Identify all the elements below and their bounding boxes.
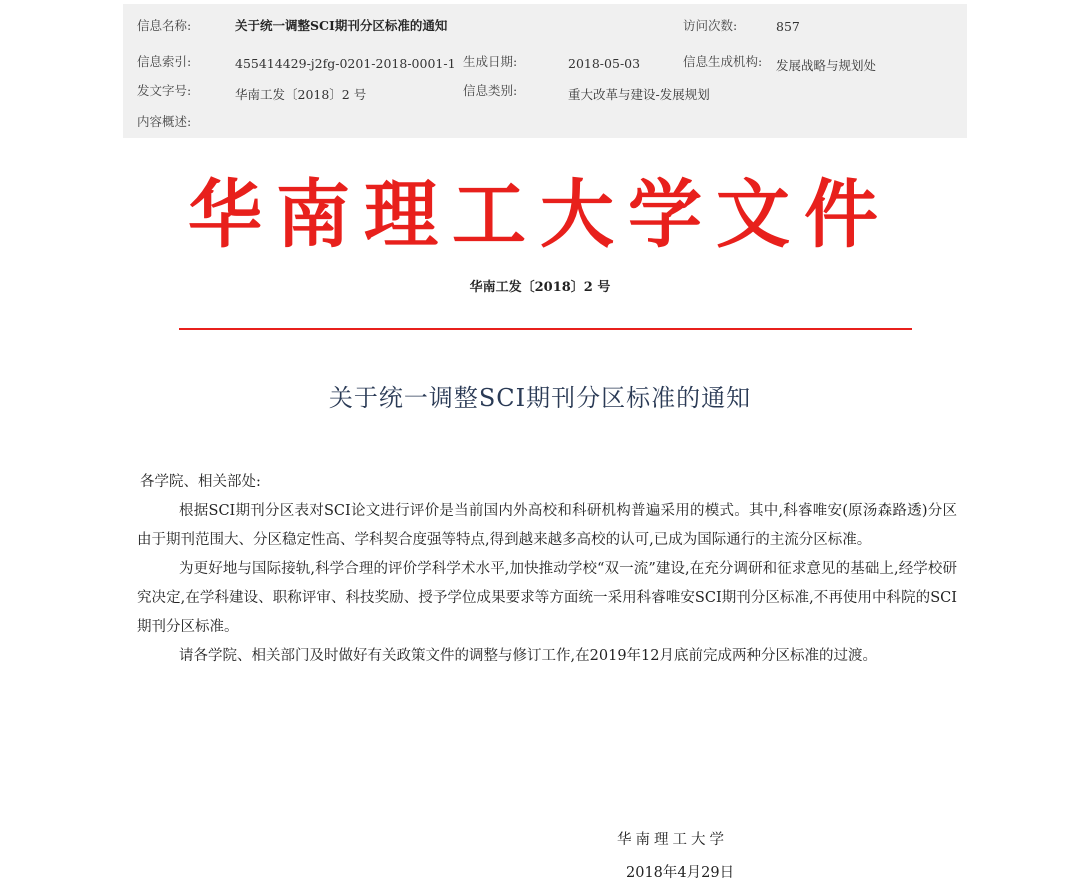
category-value: 重大改革与建设-发展规划 <box>568 87 710 102</box>
generating-org-label: 信息生成机构: <box>683 54 763 69</box>
info-name-value: 关于统一调整SCI期刊分区标准的通知 <box>235 18 448 33</box>
document-number: 华南工发〔2018〕2 号 <box>469 280 611 295</box>
document-masthead: 华南理工大学文件 <box>188 172 892 258</box>
doc-number-value: 华南工发〔2018〕2 号 <box>235 87 367 102</box>
category-label: 信息类别: <box>463 83 518 98</box>
info-index-value: 455414429-j2fg-0201-2018-0001-1 <box>235 56 456 71</box>
document-title: 关于统一调整SCI期刊分区标准的通知 <box>328 384 752 412</box>
summary-label: 内容概述: <box>137 114 192 129</box>
sign-date: 2018年4月29日 <box>626 865 735 881</box>
generated-date-value: 2018-05-03 <box>568 56 641 71</box>
salutation: 各学院、相关部处: <box>140 474 261 490</box>
generated-date-label: 生成日期: <box>463 54 518 69</box>
body-paragraph: 根据SCI期刊分区表对SCI论文进行评价是当前国内外高校和科研机构普遍采用的模式。其中,科睿唯安(原汤森路透)分区由于期刊范围大、分区稳定性高、学科契合度强等特点,得到越来越多高校的认可,已成为国际通行的主流分区标准。 <box>137 503 957 548</box>
body-paragraph: 请各学院、相关部门及时做好有关政策文件的调整与修订工作,在2019年12月底前完成两种分区标准的过渡。 <box>179 648 878 664</box>
visits-label: 访问次数: <box>683 18 738 33</box>
info-name-label: 信息名称: <box>137 18 192 33</box>
generating-org-value: 发展战略与规划处 <box>776 58 877 73</box>
info-index-label: 信息索引: <box>137 54 192 69</box>
info-metadata-panel <box>123 4 967 138</box>
body-paragraph: 为更好地与国际接轨,科学合理的评价学科学术水平,加快推动学校“双一流”建设,在充分调研和征求意见的基础上,经学校研究决定,在学科建设、职称评审、科技奖励、授予学位成果要求等方面统一采用科睿唯安SCI期刊分区标准,不再使用中科院的SCI期刊分区标准。 <box>137 561 957 635</box>
doc-number-label: 发文字号: <box>137 83 192 98</box>
visits-value: 857 <box>776 19 800 34</box>
signer-name: 华南理工大学 <box>617 832 728 848</box>
red-divider-line <box>179 328 912 330</box>
document-body <box>137 497 957 671</box>
